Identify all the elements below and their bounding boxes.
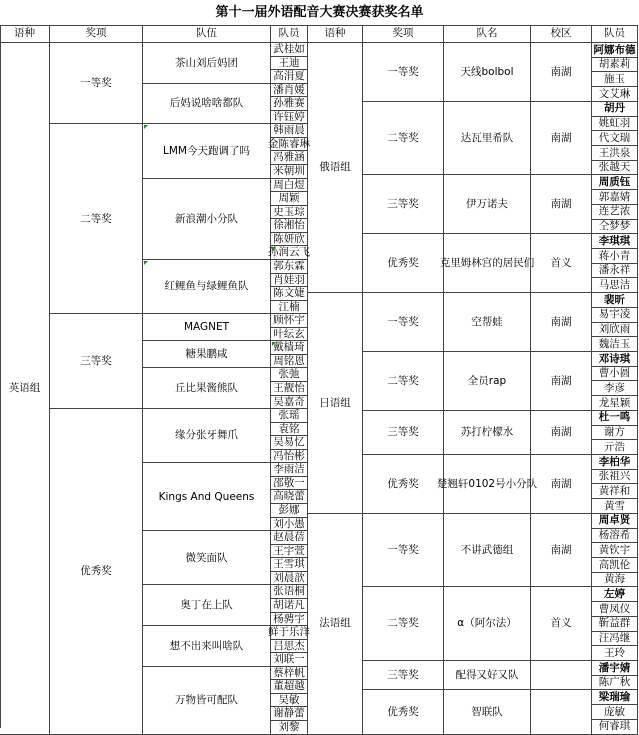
right-member-cell: 裴昕 bbox=[592, 293, 638, 308]
right-member-cell: 阿娜布德 bbox=[592, 43, 638, 58]
left-member-cell: 鲜于乐洋 bbox=[268, 626, 310, 639]
right-member-cell: 胡素莉 bbox=[592, 58, 638, 73]
left-team-cell: 奥丁在上队 bbox=[143, 585, 271, 626]
right-member-cell: 文艾琳 bbox=[592, 87, 638, 102]
left-member-cell: 赵晨蓓 bbox=[271, 531, 308, 545]
left-member-cell: 谢静蕾 bbox=[271, 707, 308, 721]
left-member-cell: 袁铭 bbox=[271, 423, 308, 437]
right-member-cell: 王玲 bbox=[592, 646, 638, 661]
right-member-cell: 龙星颖 bbox=[592, 396, 638, 411]
left-member-cell: 李雨洁 bbox=[271, 463, 308, 477]
right-member-cell: 胡丹 bbox=[592, 102, 638, 117]
right-member-cell: 张祖兴 bbox=[592, 470, 638, 485]
left-member-cell: 史玉琮 bbox=[271, 206, 308, 220]
right-member-cell: 李柏华 bbox=[592, 455, 638, 470]
col-award-header: 奖项 bbox=[50, 25, 143, 43]
right-campus-cell bbox=[531, 661, 592, 690]
left-team-cell: 红鲤鱼与绿鲤鱼队 bbox=[143, 260, 271, 314]
left-member-cell: 张瑶 bbox=[271, 409, 308, 423]
col-award-2-header: 奖项 bbox=[363, 25, 444, 43]
right-member-cell: 马思洁 bbox=[592, 278, 638, 293]
left-member-cell: 王迪 bbox=[271, 57, 308, 71]
right-team-cell: 克里姆林宫的居民们 bbox=[444, 234, 531, 293]
left-member-cell: 叶纭玄 bbox=[271, 328, 308, 342]
right-language-cell: 日语组 bbox=[308, 293, 363, 514]
right-member-cell: 王洪泉 bbox=[592, 146, 638, 161]
left-member-cell: 许钰婷 bbox=[271, 111, 308, 125]
left-member-cell: 胡诺凡 bbox=[271, 599, 308, 613]
right-member-cell: 靳益群 bbox=[592, 617, 638, 632]
left-member-cell: 金陈睿琳 bbox=[268, 137, 310, 150]
left-member-cell: 王宇萱 bbox=[271, 545, 308, 559]
right-campus-cell: 首义 bbox=[531, 234, 592, 293]
right-member-cell: 黄祥和 bbox=[592, 484, 638, 499]
right-campus-cell: 南湖 bbox=[531, 411, 592, 455]
right-award-cell: 二等奖 bbox=[363, 102, 444, 176]
left-member-cell: 顾怀宇 bbox=[271, 314, 308, 328]
left-member-cell: 邵敬一 bbox=[271, 477, 308, 491]
col-members-header: 队员 bbox=[271, 25, 308, 43]
left-member-cell: 孙润云飞 bbox=[268, 246, 310, 259]
right-member-cell: 庞敏 bbox=[592, 705, 638, 720]
left-member-cell: 彭娜 bbox=[271, 504, 308, 518]
right-member-cell: 李琪琪 bbox=[592, 234, 638, 249]
col-language-header: 语种 bbox=[0, 25, 50, 43]
right-team-cell: 达瓦里希队 bbox=[444, 102, 531, 176]
left-member-cell: 江楠 bbox=[271, 301, 308, 315]
left-award-cell: 三等奖 bbox=[50, 314, 143, 409]
right-member-cell: 谢方 bbox=[592, 426, 638, 441]
left-member-cell: 张语桐 bbox=[271, 585, 308, 599]
left-award-cell: 优秀奖 bbox=[50, 409, 143, 734]
right-team-cell: 智联队 bbox=[444, 690, 531, 734]
right-member-cell: 杨溶希 bbox=[592, 529, 638, 544]
right-campus-cell: 南湖 bbox=[531, 43, 592, 102]
col-members-2-header: 队员 bbox=[592, 25, 638, 43]
right-member-cell: 黄海 bbox=[592, 573, 638, 588]
right-team-cell: α（阿尔法） bbox=[444, 587, 531, 661]
left-member-cell: 冯怡彬 bbox=[271, 450, 308, 464]
left-team-cell: 万物皆可配队 bbox=[143, 667, 271, 735]
left-award-cell: 二等奖 bbox=[50, 124, 143, 314]
right-award-cell: 二等奖 bbox=[363, 352, 444, 411]
cell-note-marker bbox=[272, 247, 276, 251]
right-campus-cell: 南湖 bbox=[531, 175, 592, 234]
left-team-cell: Kings And Queens bbox=[143, 463, 271, 531]
left-member-cell: 刘晨歆 bbox=[271, 572, 308, 586]
cell-note-marker bbox=[144, 125, 148, 129]
left-member-cell: 周白煜 bbox=[271, 179, 308, 193]
right-award-cell: 一等奖 bbox=[363, 514, 444, 588]
right-award-cell: 三等奖 bbox=[363, 411, 444, 455]
right-member-cell: 代文瑞 bbox=[592, 131, 638, 146]
left-member-cell: 韩雨晨 bbox=[271, 124, 308, 138]
left-member-cell: 孙雅赛 bbox=[271, 97, 308, 111]
right-member-cell: 曹凤仪 bbox=[592, 602, 638, 617]
left-member-cell: 董超越 bbox=[271, 680, 308, 694]
right-member-cell: 亓浩 bbox=[592, 440, 638, 455]
left-member-cell: 武桂如 bbox=[271, 43, 308, 57]
left-member-cell: 高涓夏 bbox=[271, 70, 308, 84]
left-member-cell: 潘肖媛 bbox=[271, 84, 308, 98]
right-member-cell: 杜一鸣 bbox=[592, 411, 638, 426]
left-team-cell: 丘比果酱熊队 bbox=[143, 368, 271, 409]
left-member-cell: 刘小愚 bbox=[271, 518, 308, 532]
right-campus-cell bbox=[531, 690, 592, 734]
right-award-cell: 二等奖 bbox=[363, 587, 444, 661]
right-member-cell: 陈广秋 bbox=[592, 676, 638, 691]
right-member-cell: 周卓贤 bbox=[592, 514, 638, 529]
right-member-cell: 姚虹羽 bbox=[592, 117, 638, 132]
left-member-cell: 王靓怡 bbox=[271, 382, 308, 396]
left-member-cell: 米朝圳 bbox=[271, 165, 308, 179]
left-member-cell: 周铭恩 bbox=[271, 355, 308, 369]
right-member-cell: 曹小圆 bbox=[592, 367, 638, 382]
left-award-cell: 一等奖 bbox=[50, 43, 143, 124]
right-award-cell: 一等奖 bbox=[363, 43, 444, 102]
left-member-cell: 蔡梓帆 bbox=[271, 667, 308, 681]
left-team-cell: 新浪潮小分队 bbox=[143, 179, 271, 260]
right-award-cell: 优秀奖 bbox=[363, 690, 444, 734]
right-member-cell: 汪冯继 bbox=[592, 632, 638, 647]
right-member-cell: 黄钦宇 bbox=[592, 543, 638, 558]
left-team-cell: 糖果鹏咸 bbox=[143, 341, 271, 368]
right-member-cell: 何睿琪 bbox=[592, 720, 638, 735]
left-team-cell: 想不出来叫啥队 bbox=[143, 626, 271, 667]
left-team-cell: LMM今天跑调了吗 bbox=[143, 124, 271, 178]
right-award-cell: 三等奖 bbox=[363, 175, 444, 234]
left-member-cell: 陈文婕 bbox=[271, 287, 308, 301]
right-award-cell: 优秀奖 bbox=[363, 234, 444, 293]
right-member-cell: 张越天 bbox=[592, 161, 638, 176]
right-campus-cell: 南湖 bbox=[531, 455, 592, 514]
right-member-cell: 连艺浓 bbox=[592, 205, 638, 220]
right-campus-cell: 首义 bbox=[531, 587, 592, 661]
left-team-cell: MAGNET bbox=[143, 314, 271, 341]
left-member-cell: 吴敏 bbox=[271, 694, 308, 708]
left-member-cell: 杨骋宇 bbox=[271, 613, 308, 627]
left-member-cell: 周颖 bbox=[271, 192, 308, 206]
right-language-cell: 俄语组 bbox=[308, 43, 363, 293]
right-team-cell: 伊万诺夫 bbox=[444, 175, 531, 234]
right-campus-cell: 南湖 bbox=[531, 293, 592, 352]
right-member-cell: 邓诗琪 bbox=[592, 352, 638, 367]
left-team-cell: 微笑面队 bbox=[143, 531, 271, 585]
col-team-header: 队伍 bbox=[143, 25, 271, 43]
right-team-cell: 天线bolbol bbox=[444, 43, 531, 102]
left-member-cell: 吴易忆 bbox=[271, 436, 308, 450]
col-campus-header: 校区 bbox=[531, 25, 592, 43]
right-member-cell: 黄雪 bbox=[592, 499, 638, 514]
right-team-cell: 不讲武德组 bbox=[444, 514, 531, 588]
right-member-cell: 施玉 bbox=[592, 72, 638, 87]
right-member-cell: 仝梦梦 bbox=[592, 220, 638, 235]
award-table bbox=[0, 25, 638, 734]
left-member-cell: 徐湘怡 bbox=[271, 219, 308, 233]
left-team-cell: 缘分张牙舞爪 bbox=[143, 409, 271, 463]
left-member-cell: 戴樯琦 bbox=[271, 341, 308, 355]
left-member-cell: 冯雅涵 bbox=[271, 151, 308, 165]
left-language-cell: 英语组 bbox=[0, 43, 50, 735]
right-campus-cell: 南湖 bbox=[531, 352, 592, 411]
right-member-cell: 刘欣雨 bbox=[592, 323, 638, 338]
left-team-cell: 茶山刘后妈团 bbox=[143, 43, 271, 84]
cell-note-marker bbox=[272, 342, 276, 346]
right-member-cell: 易宇凌 bbox=[592, 308, 638, 323]
right-team-cell: 配得又好又队 bbox=[444, 661, 531, 690]
right-member-cell: 左婷 bbox=[592, 587, 638, 602]
left-member-cell: 高晓蕾 bbox=[271, 490, 308, 504]
right-member-cell: 魏洁玉 bbox=[592, 337, 638, 352]
left-member-cell: 吴嘉奇 bbox=[271, 396, 308, 410]
right-campus-cell: 南湖 bbox=[531, 102, 592, 176]
col-team-name-header: 队名 bbox=[444, 25, 531, 43]
right-award-cell: 一等奖 bbox=[363, 293, 444, 352]
right-member-cell: 梁瑞瑜 bbox=[592, 690, 638, 705]
sheet-title: 第十一届外语配音大赛决赛获奖名单 bbox=[215, 5, 424, 20]
right-team-cell: 全员rap bbox=[444, 352, 531, 411]
right-member-cell: 潘宇婧 bbox=[592, 661, 638, 676]
right-member-cell: 郭嘉婧 bbox=[592, 190, 638, 205]
col-language-2-header: 语种 bbox=[308, 25, 363, 43]
right-member-cell: 周质钰 bbox=[592, 175, 638, 190]
left-member-cell: 吕思杰 bbox=[271, 640, 308, 654]
right-member-cell: 蒋小青 bbox=[592, 249, 638, 264]
right-campus-cell: 南湖 bbox=[531, 514, 592, 588]
cell-note-marker bbox=[144, 261, 148, 265]
left-member-cell: 刘联一 bbox=[271, 653, 308, 667]
right-team-cell: 苏打柠檬水 bbox=[444, 411, 531, 455]
right-team-cell: 楚翘轩0102号小分队 bbox=[444, 455, 531, 514]
right-award-cell: 三等奖 bbox=[363, 661, 444, 690]
left-member-cell: 陈妍欣 bbox=[271, 233, 308, 247]
right-member-cell: 潘永祥 bbox=[592, 264, 638, 279]
right-language-cell: 法语组 bbox=[308, 514, 363, 735]
right-team-cell: 空帮蛙 bbox=[444, 293, 531, 352]
left-member-cell: 张弛 bbox=[271, 368, 308, 382]
right-award-cell: 优秀奖 bbox=[363, 455, 444, 514]
right-member-cell: 李彦 bbox=[592, 381, 638, 396]
left-member-cell: 肖娃羽 bbox=[271, 274, 308, 288]
left-member-cell: 郭东霖 bbox=[271, 260, 308, 274]
right-member-cell: 高凯伦 bbox=[592, 558, 638, 573]
left-member-cell: 王雪琪 bbox=[271, 558, 308, 572]
left-member-cell: 刘黎 bbox=[271, 721, 308, 735]
left-team-cell: 后妈说啥啥都队 bbox=[143, 84, 271, 125]
